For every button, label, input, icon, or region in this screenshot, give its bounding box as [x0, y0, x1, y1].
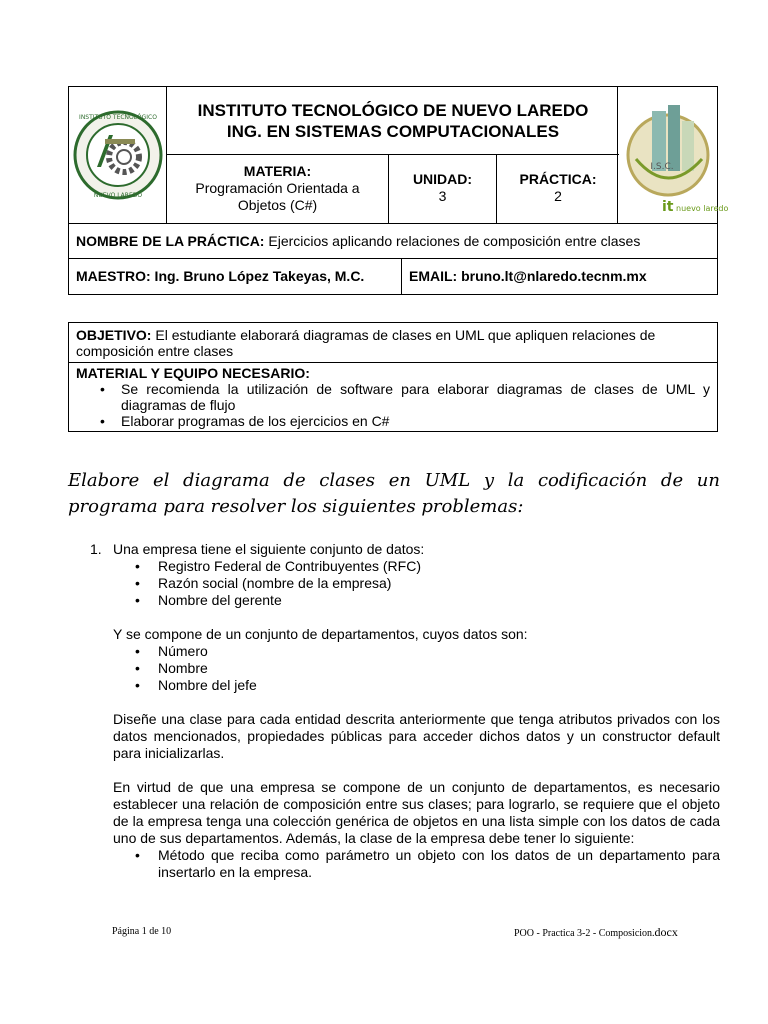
objective-text: El estudiante elaborará diagramas de clases en UML que apliquen relaciones de composición entre clases	[76, 327, 656, 359]
list-item: • Razón social (nombre de la empresa)	[90, 575, 720, 592]
material-row	[69, 363, 717, 429]
logo-text-top: INSTITUTO TECNOLÓGICO	[79, 114, 157, 121]
title-line-1: INSTITUTO TECNOLÓGICO DE NUEVO LAREDO	[197, 101, 589, 120]
list-item: • Registro Federal de Contribuyentes (RFC)	[90, 558, 720, 575]
material-label: MATERIAL Y EQUIPO NECESARIO:	[76, 365, 310, 381]
exercise-intro: Una empresa tiene el siguiente conjunto de datos:	[113, 541, 425, 557]
it-text: it	[662, 199, 674, 215]
instructions-heading: Elabore el diagrama de clases en UML y la codificación de un programa para resolver los siguientes problemas:	[68, 470, 720, 517]
page-number: Página 1 de 10	[112, 926, 172, 937]
list-item: • Elaborar programas de los ejercicios en C#	[76, 413, 710, 429]
exercise-1	[90, 541, 720, 558]
practice-name-label: NOMBRE DE LA PRÁCTICA:	[76, 233, 265, 249]
practica-cell	[497, 155, 619, 223]
practice-name-value: Ejercicios aplicando relaciones de composición entre clases	[264, 233, 641, 249]
institute-logo	[69, 87, 167, 223]
teacher-name: MAESTRO: Ing. Bruno López Takeyas, M.C.	[69, 259, 402, 294]
company-data-list	[90, 558, 720, 609]
logo-text-bottom: NUEVO LAREDO	[93, 192, 143, 199]
objective-label: OBJETIVO:	[76, 327, 152, 343]
objective-row	[69, 323, 717, 363]
materia-value-2: Objetos (C#)	[237, 197, 318, 213]
list-item: • Se recomienda la utilización de software para elaborar diagramas de clases de UML y diagramas de flujo	[76, 381, 710, 413]
list-item: • Método que reciba como parámetro un objeto con los datos de un departamento para insertarlo en la empresa.	[90, 847, 720, 881]
material-list	[76, 381, 710, 429]
materia-label: MATERIA:	[243, 163, 312, 179]
list-item: • Nombre del jefe	[90, 677, 720, 694]
exercise-body	[90, 541, 720, 881]
file-extension: docx	[654, 925, 678, 939]
unidad-cell	[389, 155, 497, 223]
unidad-value: 3	[438, 188, 447, 204]
objective-table	[68, 322, 718, 432]
practica-label: PRÁCTICA:	[519, 171, 597, 187]
list-item: • Número	[90, 643, 720, 660]
paragraph-design: Diseñe una clase para cada entidad descrita anteriormente que tenga atributos privados con los datos mencionados, propiedades públicas para acceder dichos datos y un constructor default para inicializarlas.	[113, 711, 720, 761]
institution-title	[167, 87, 619, 155]
isc-text: I.S.C.	[650, 162, 674, 172]
materia-value-1: Programación Orientada a	[195, 180, 360, 196]
practice-name-row	[69, 223, 717, 259]
teacher-email: EMAIL: bruno.lt@nlaredo.tecnm.mx	[409, 268, 647, 284]
nuevo-laredo-text: nuevo laredo	[676, 204, 729, 213]
list-item: • Nombre del gerente	[90, 592, 720, 609]
department-intro: Y se compone de un conjunto de departamentos, cuyos datos son:	[113, 626, 528, 642]
materia-cell	[167, 155, 389, 223]
isc-logo	[617, 87, 729, 223]
title-line-2: ING. EN SISTEMAS COMPUTACIONALES	[226, 122, 560, 141]
practica-value: 2	[554, 188, 562, 204]
teacher-row	[69, 259, 717, 295]
header-table	[68, 86, 729, 295]
unidad-label: UNIDAD:	[412, 171, 473, 187]
method-list	[90, 847, 720, 881]
file-name-base: POO - Practica 3-2 - Composicion.	[514, 928, 655, 939]
paragraph-composition: En virtud de que una empresa se compone de un conjunto de departamentos, es necesario establecer una relación de composición entre sus clases; para lograrlo, se requiere que el objeto de la empresa tenga una colección genérica de objetos en una lista simple con los datos de cada uno de sus departamentos. Además, la clase de la empresa debe tener lo siguiente:	[113, 779, 720, 846]
file-name	[514, 925, 678, 940]
exercise-number: 1.	[90, 541, 102, 557]
list-item: • Nombre	[90, 660, 720, 677]
department-data-list	[90, 643, 720, 694]
